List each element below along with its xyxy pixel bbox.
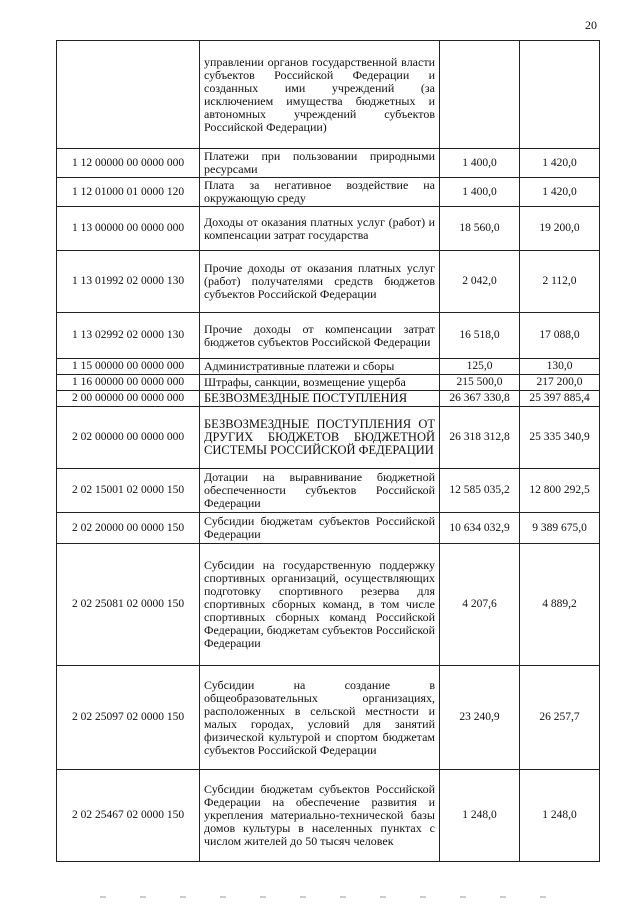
row-code: 1 12 01000 01 0000 120	[57, 178, 200, 207]
table-row	[57, 149, 600, 178]
row-value-2: 25 397 885,4	[520, 391, 600, 407]
row-value-1: 10 634 032,9	[440, 513, 520, 544]
row-value-1: 2 042,0	[440, 251, 520, 313]
row-value-2: 12 800 292,5	[520, 469, 600, 513]
row-code: 2 02 25081 02 0000 150	[57, 544, 200, 666]
table-row	[57, 391, 600, 407]
row-name: Платежи при пользовании природными ресурсами	[200, 149, 440, 178]
row-code: 2 00 00000 00 0000 000	[57, 391, 200, 407]
table-row	[57, 375, 600, 391]
row-code: 1 16 00000 00 0000 000	[57, 375, 200, 391]
table-row	[57, 469, 600, 513]
row-value-1: 1 400,0	[440, 178, 520, 207]
row-name: БЕЗВОЗМЕЗДНЫЕ ПОСТУПЛЕНИЯ	[200, 391, 440, 407]
table-row	[57, 407, 600, 469]
row-code: 2 02 25097 02 0000 150	[57, 666, 200, 770]
row-value-2: 217 200,0	[520, 375, 600, 391]
page-number: 20	[585, 18, 597, 32]
row-value-1: 215 500,0	[440, 375, 520, 391]
table-row	[57, 207, 600, 251]
row-value-2: 4 889,2	[520, 544, 600, 666]
row-name: Прочие доходы от оказания платных услуг (работ) получателями средств бюджетов субъектов Российской Федерации	[200, 251, 440, 313]
row-value-1: 26 318 312,8	[440, 407, 520, 469]
table-row	[57, 770, 600, 862]
table-row	[57, 544, 600, 666]
row-code: 1 13 00000 00 0000 000	[57, 207, 200, 251]
row-code: 2 02 00000 00 0000 000	[57, 407, 200, 469]
row-name: Субсидии на создание в общеобразовательных организациях, расположенных в сельской местности и малых городах, условий для занятий физической культурой и спортом бюджетам субъектов Российской Федерации	[200, 666, 440, 770]
row-value-2	[520, 41, 600, 149]
row-name: Доходы от оказания платных услуг (работ) и компенсации затрат государства	[200, 207, 440, 251]
row-name: Плата за негативное воздействие на окружающую среду	[200, 178, 440, 207]
row-code: 2 02 15001 02 0000 150	[57, 469, 200, 513]
table-row	[57, 251, 600, 313]
table-row	[57, 178, 600, 207]
row-name: Прочие доходы от компенсации затрат бюджетов субъектов Российской Федерации	[200, 313, 440, 359]
row-value-1: 16 518,0	[440, 313, 520, 359]
row-name: Субсидии бюджетам субъектов Российской Федерации на обеспечение развития и укрепления материально-технической базы домов культуры в населенных пунктах с числом жителей до 50 тысяч человек	[200, 770, 440, 862]
row-code: 2 02 20000 00 0000 150	[57, 513, 200, 544]
budget-revenue-table	[56, 40, 600, 862]
row-value-2: 1 248,0	[520, 770, 600, 862]
row-name: Штрафы, санкции, возмещение ущерба	[200, 375, 440, 391]
row-value-1: 26 367 330,8	[440, 391, 520, 407]
row-value-1: 12 585 035,2	[440, 469, 520, 513]
row-name: БЕЗВОЗМЕЗДНЫЕ ПОСТУПЛЕНИЯ ОТ ДРУГИХ БЮДЖЕТОВ БЮДЖЕТНОЙ СИСТЕМЫ РОССИЙСКОЙ ФЕДЕРАЦИИ	[200, 407, 440, 469]
table-row	[57, 666, 600, 770]
row-code: 1 12 00000 00 0000 000	[57, 149, 200, 178]
row-code	[57, 41, 200, 149]
row-name: управлении органов государственной власти субъектов Российской Федерации и созданных ими учреждений (за исключением имущества бюджетных и автономных учреждений субъектов Российской Федерации)	[200, 41, 440, 149]
row-value-1: 4 207,6	[440, 544, 520, 666]
row-value-2: 17 088,0	[520, 313, 600, 359]
row-value-1: 23 240,9	[440, 666, 520, 770]
row-value-2: 1 420,0	[520, 178, 600, 207]
table-row	[57, 41, 600, 149]
row-code: 1 13 01992 02 0000 130	[57, 251, 200, 313]
row-value-2: 25 335 340,9	[520, 407, 600, 469]
row-name: Дотации на выравнивание бюджетной обеспеченности субъектов Российской Федерации	[200, 469, 440, 513]
row-value-1	[440, 41, 520, 149]
row-code: 1 15 00000 00 0000 000	[57, 359, 200, 375]
row-value-2: 1 420,0	[520, 149, 600, 178]
row-value-2: 19 200,0	[520, 207, 600, 251]
table-row	[57, 359, 600, 375]
table-row	[57, 513, 600, 544]
row-name: Субсидии бюджетам субъектов Российской Федерации	[200, 513, 440, 544]
row-value-1: 18 560,0	[440, 207, 520, 251]
row-value-2: 2 112,0	[520, 251, 600, 313]
row-code: 1 13 02992 02 0000 130	[57, 313, 200, 359]
row-name: Административные платежи и сборы	[200, 359, 440, 375]
row-value-1: 1 248,0	[440, 770, 520, 862]
row-value-1: 1 400,0	[440, 149, 520, 178]
row-value-2: 9 389 675,0	[520, 513, 600, 544]
row-code: 2 02 25467 02 0000 150	[57, 770, 200, 862]
row-value-2: 26 257,7	[520, 666, 600, 770]
scan-artifact-line	[100, 896, 560, 898]
row-value-2: 130,0	[520, 359, 600, 375]
table-row	[57, 313, 600, 359]
row-name: Субсидии на государственную поддержку спортивных организаций, осуществляющих подготовку спортивного резерва для спортивных сборных команд, в том числе спортивных сборных команд Российской Федерации, бюджетам субъектов Российской Федерации	[200, 544, 440, 666]
row-value-1: 125,0	[440, 359, 520, 375]
